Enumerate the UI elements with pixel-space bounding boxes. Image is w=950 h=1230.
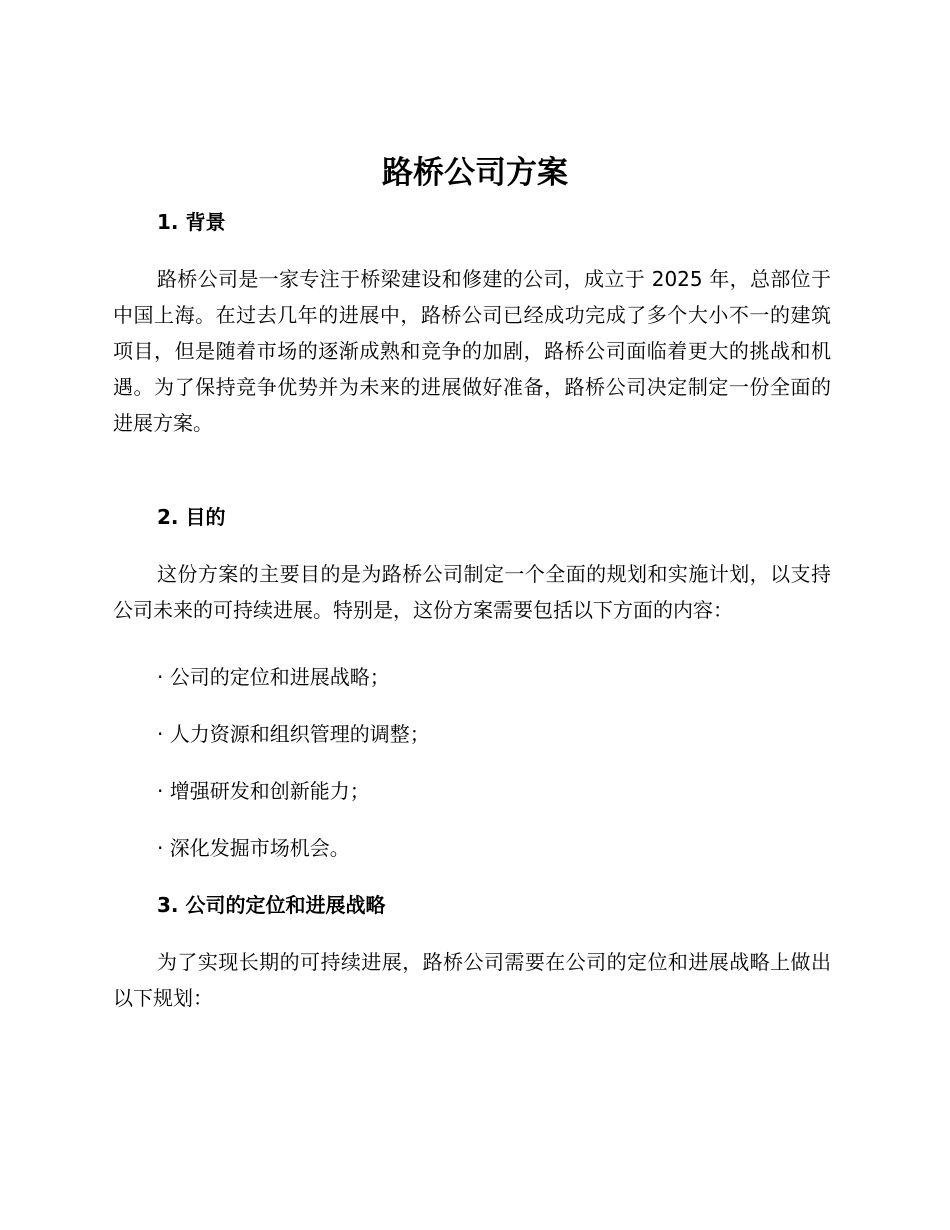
section-heading-background: 1. 背景 [157, 210, 226, 234]
section-paragraph-background: 路桥公司是一家专注于桥梁建设和修建的公司，成立于 2025 年，总部位于中国上海。在过去几年的进展中，路桥公司已经成功完成了多个大小不一的建筑项目，但是随着市场的逐渐成熟和竞争的加剧，路桥公司面临着更大的挑战和机遇。为了保持竞争优势并为未来的进展做好准备，路桥公司决定制定一份全面的进展方案。 [113, 267, 831, 435]
document-title: 路桥公司方案 [382, 155, 568, 191]
list-item: · 深化发掘市场机会。 [157, 836, 350, 860]
section-paragraph-purpose: 这份方案的主要目的是为路桥公司制定一个全面的规划和实施计划，以支持公司未来的可持续进展。特别是，这份方案需要包括以下方面的内容： [113, 562, 831, 622]
list-item: · 人力资源和组织管理的调整； [157, 722, 430, 746]
section-paragraph-strategy: 为了实现长期的可持续进展，路桥公司需要在公司的定位和进展战略上做出以下规划： [113, 950, 831, 1010]
purpose-bullet-list [157, 659, 430, 887]
list-item: · 增强研发和创新能力； [157, 779, 370, 803]
list-item: · 公司的定位和进展战略； [157, 665, 390, 689]
section-heading-purpose: 2. 目的 [157, 505, 226, 529]
section-heading-strategy: 3. 公司的定位和进展战略 [157, 893, 386, 917]
